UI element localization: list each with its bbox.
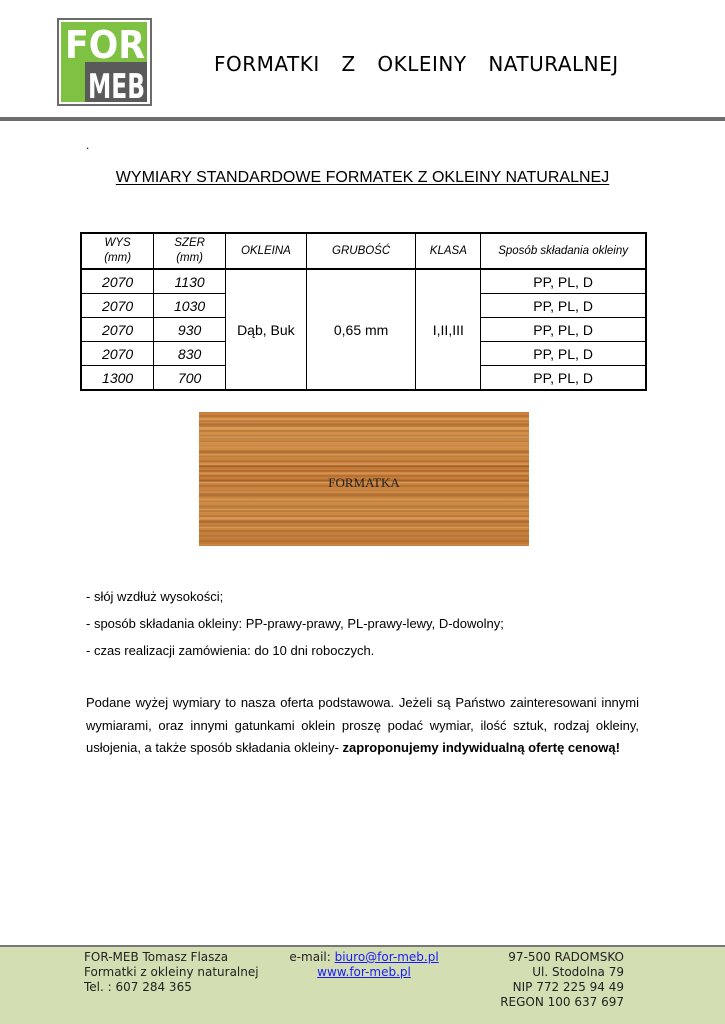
footer-email-link[interactable]: biuro@for-meb.pl xyxy=(334,950,439,964)
footer-website-link[interactable]: www.for-meb.pl xyxy=(317,965,411,979)
footer-city: 97-500 RADOMSKO xyxy=(508,950,624,964)
offer-text: Podane wyżej wymiary to nasza oferta podstawowa. Jeżeli są Państwo zainteresowani innymi wymiarami, oraz innymi gatunkami oklein proszę podać wymiar, ilość sztuk, rodzaj okleiny, usłojenia, a także sposób składania okleiny- xyxy=(86,695,639,755)
cell-grubosc: 0,65 mm xyxy=(306,269,416,390)
footer-company-desc: Formatki z okleiny naturalnej xyxy=(84,965,259,979)
cell-szer: 830 xyxy=(154,342,226,366)
company-logo xyxy=(57,18,152,106)
footer xyxy=(0,945,725,1024)
notes-list xyxy=(86,583,504,664)
header-klasa: KLASA xyxy=(416,233,481,269)
cell-szer: 1130 xyxy=(154,269,226,294)
footer-phone: Tel. : 607 284 365 xyxy=(84,980,192,994)
cell-wys: 2070 xyxy=(81,269,154,294)
cell-klasa: I,II,III xyxy=(416,269,481,390)
cell-szer: 700 xyxy=(154,366,226,391)
table-row xyxy=(81,269,646,294)
footer-nip: NIP 772 225 94 49 xyxy=(512,980,624,994)
list-item: - słój wzdłuż wysokości; xyxy=(86,589,224,604)
cell-sposob: PP, PL, D xyxy=(481,269,646,294)
dot-marker: . xyxy=(86,138,90,152)
footer-company xyxy=(84,950,259,995)
cell-wys: 2070 xyxy=(81,342,154,366)
footer-regon: REGON 100 637 697 xyxy=(500,995,624,1009)
document-title: WYMIARY STANDARDOWE FORMATEK Z OKLEINY NATURALNEJ xyxy=(115,169,610,186)
cell-wys: 2070 xyxy=(81,294,154,318)
footer-address xyxy=(500,950,624,1010)
offer-paragraph xyxy=(86,692,639,760)
offer-text-bold: zaproponujemy indywidualną ofertę cenową! xyxy=(342,740,620,755)
table-header-row xyxy=(81,233,646,269)
footer-street: Ul. Stodolna 79 xyxy=(532,965,624,979)
logo-text-bottom: MEB xyxy=(88,67,145,107)
cell-sposob: PP, PL, D xyxy=(481,366,646,391)
header-wys: WYS (mm) xyxy=(81,233,154,269)
wood-label: FORMATKA xyxy=(328,475,400,490)
header-okleina: OKLEINA xyxy=(225,233,306,269)
cell-okleina: Dąb, Buk xyxy=(225,269,306,390)
dimensions-table xyxy=(80,232,647,391)
wood-veneer-image xyxy=(199,412,529,546)
cell-sposob: PP, PL, D xyxy=(481,294,646,318)
cell-szer: 1030 xyxy=(154,294,226,318)
logo-text-top: FOR xyxy=(65,23,145,67)
list-item: - czas realizacji zamówienia: do 10 dni roboczych. xyxy=(86,643,375,658)
cell-szer: 930 xyxy=(154,318,226,342)
cell-wys: 2070 xyxy=(81,318,154,342)
header-divider xyxy=(0,117,725,121)
cell-wys: 1300 xyxy=(81,366,154,391)
footer-contact xyxy=(289,950,439,980)
page-title: FORMATKI Z OKLEINY NATURALNEJ xyxy=(214,52,619,76)
footer-company-name: FOR-MEB Tomasz Flasza xyxy=(84,950,229,964)
list-item: - sposób składania okleiny: PP-prawy-prawy, PL-prawy-lewy, D-dowolny; xyxy=(86,616,504,631)
header-sposob: Sposób składania okleiny xyxy=(481,233,646,269)
cell-sposob: PP, PL, D xyxy=(481,318,646,342)
footer-email-label: e-mail: xyxy=(289,950,335,964)
header-szer: SZER (mm) xyxy=(154,233,226,269)
cell-sposob: PP, PL, D xyxy=(481,342,646,366)
header-grubosc: GRUBOŚĆ xyxy=(306,233,416,269)
